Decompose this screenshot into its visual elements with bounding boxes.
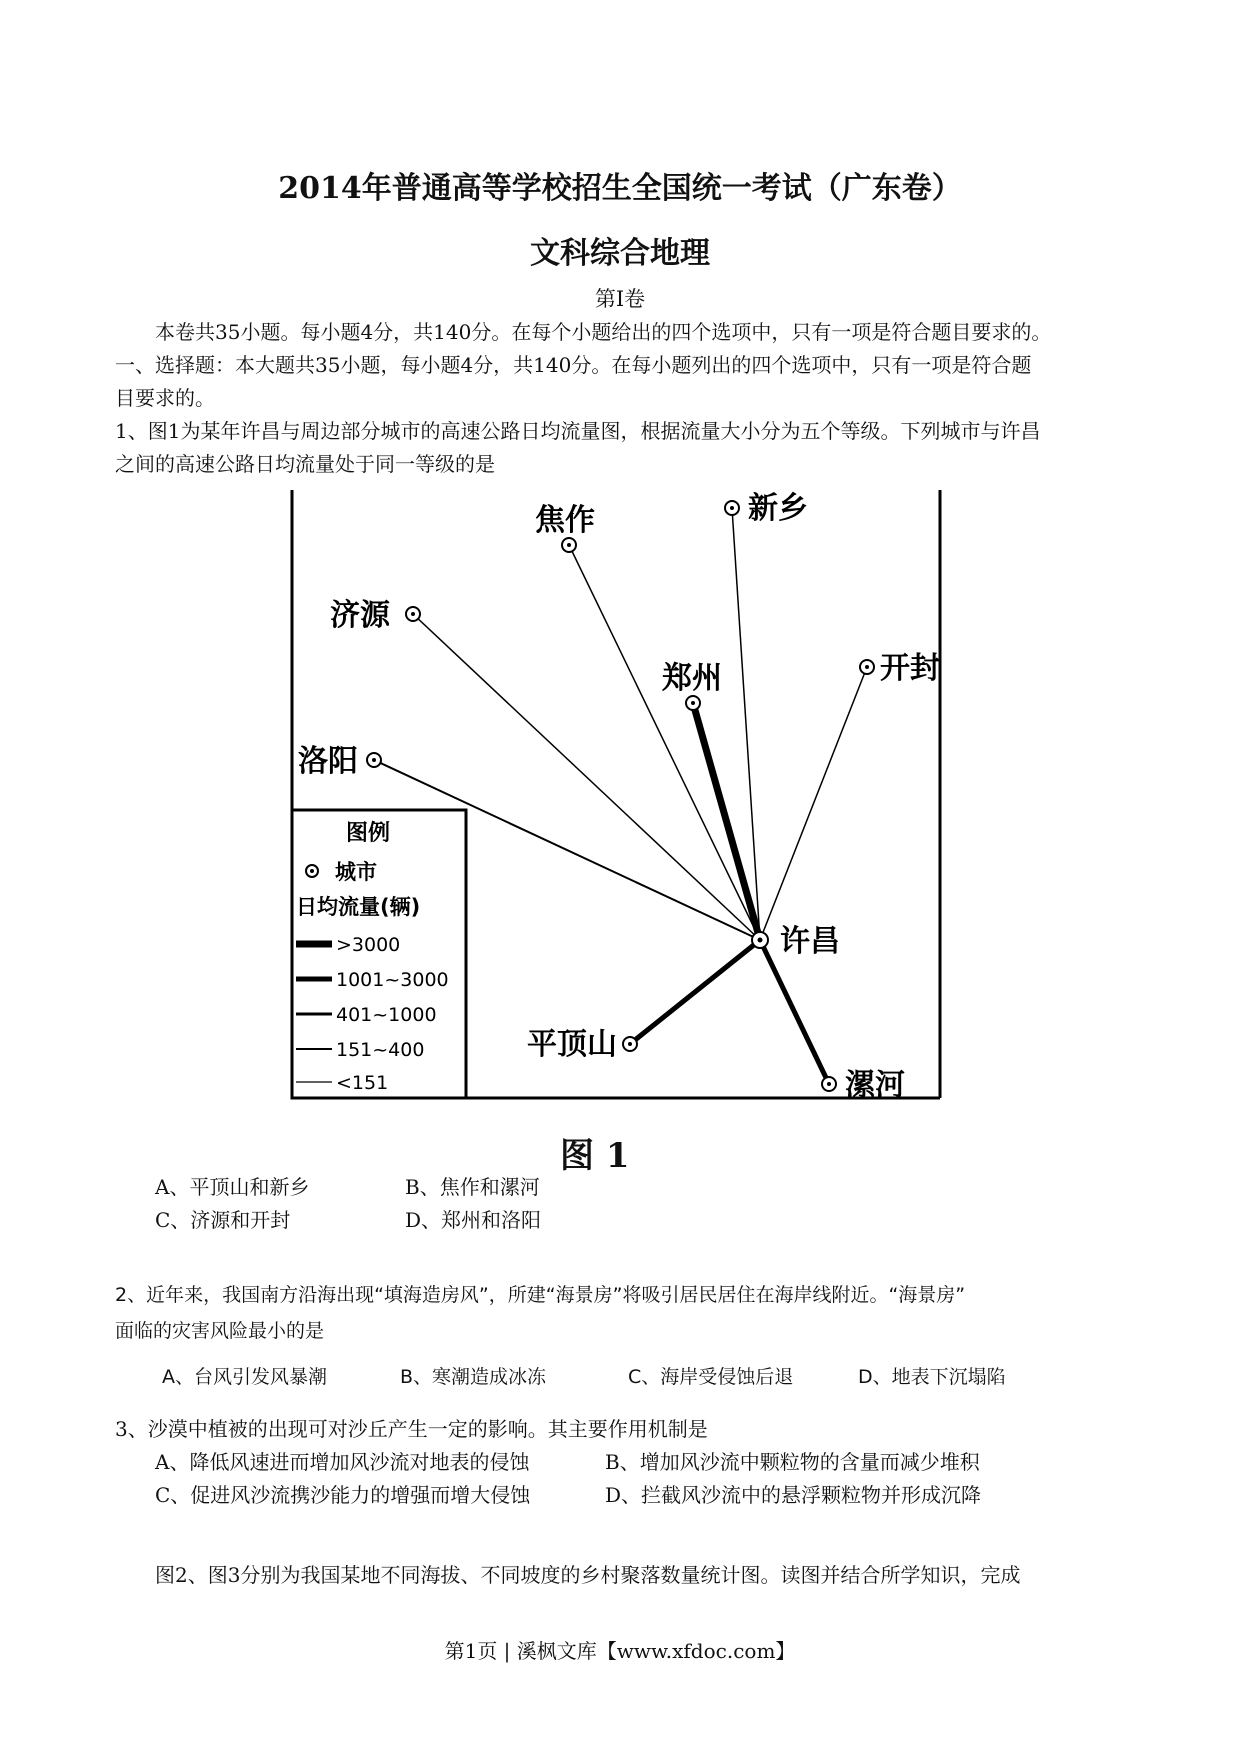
city-label-zhengzhou: 郑州	[662, 661, 722, 696]
section-label: 第Ⅰ卷	[594, 287, 646, 311]
q2-option-d[interactable]: D、地表下沉塌陷	[858, 1366, 1006, 1388]
city-label-xinxiang: 新乡	[748, 491, 808, 526]
q2-option-c[interactable]: C、海岸受侵蚀后退	[628, 1366, 794, 1388]
q3-option-b[interactable]: B、增加风沙流中颗粒物的含量而减少堆积	[605, 1450, 980, 1474]
q3-stem: 3、沙漠中植被的出现可对沙丘产生一定的影响。其主要作用机制是	[115, 1417, 708, 1441]
legend-class-3: 401~1000	[336, 1004, 437, 1026]
q1-option-b[interactable]: B、焦作和漯河	[405, 1175, 540, 1199]
q3-option-d[interactable]: D、拦截风沙流中的悬浮颗粒物并形成沉降	[605, 1483, 982, 1507]
figures-2-3-intro: 图2、图3分别为我国某地不同海拔、不同坡度的乡村聚落数量统计图。读图并结合所学知识，完成	[155, 1563, 1021, 1587]
q3-option-a[interactable]: A、降低风速进而增加风沙流对地表的侵蚀	[155, 1450, 530, 1474]
q1-option-c[interactable]: C、济源和开封	[155, 1208, 291, 1232]
city-label-luohe: 漯河	[845, 1068, 905, 1100]
map-legend	[292, 810, 466, 1098]
figure-1-caption: 图 1	[560, 1136, 630, 1176]
city-label-jiaozuo: 焦作	[535, 503, 595, 538]
city-label-pingdingshan: 平顶山	[527, 1027, 617, 1062]
q1-stem-line-2: 之间的高速公路日均流量处于同一等级的是	[115, 452, 495, 476]
road-kaifeng	[760, 667, 867, 940]
figure-1-map	[290, 488, 944, 1100]
road-jiaozuo	[569, 545, 760, 940]
q2-stem-line-1: 2、近年来，我国南方沿海出现“填海造房风”，所建“海景房”将吸引居民居住在海岸线附近。“海景房”	[115, 1284, 966, 1306]
road-pingdingshan	[630, 940, 760, 1044]
legend-flow-title: 日均流量(辆)	[296, 895, 421, 919]
legend-class-4: 151~400	[336, 1039, 425, 1061]
q1-option-a[interactable]: A、平顶山和新乡	[155, 1175, 310, 1199]
city-label-jiyuan: 济源	[330, 598, 390, 633]
q2-option-b[interactable]: B、寒潮造成冰冻	[400, 1366, 547, 1388]
q2-stem-line-2: 面临的灾害风险最小的是	[115, 1320, 325, 1342]
legend-class-2: 1001~3000	[336, 969, 449, 991]
q1-option-d[interactable]: D、郑州和洛阳	[405, 1208, 542, 1232]
city-label-kaifeng: 开封	[880, 651, 940, 686]
page-footer: 第1页 | 溪枫文库【www.xfdoc.com】	[444, 1639, 796, 1663]
legend-city-label: 城市	[335, 860, 377, 884]
legend-title: 图例	[346, 821, 391, 846]
intro-line-1: 本卷共35小题。每小题4分，共140分。在每个小题给出的四个选项中，只有一项是符合题目要求的。	[155, 320, 1052, 344]
city-label-luoyang: 洛阳	[298, 744, 358, 779]
legend-class-5: <151	[336, 1072, 389, 1094]
road-xinxiang	[732, 508, 760, 940]
subject-title: 文科综合地理	[530, 236, 710, 271]
intro-line-2: 一、选择题：本大题共35小题，每小题4分，共140分。在每小题列出的四个选项中，只有一项是符合题	[115, 353, 1032, 377]
q3-option-c[interactable]: C、促进风沙流携沙能力的增强而增大侵蚀	[155, 1483, 531, 1507]
legend-class-1: >3000	[336, 934, 401, 956]
city-label-xuchang: 许昌	[780, 924, 840, 959]
exam-title: 2014年普通高等学校招生全国统一考试（广东卷）	[278, 171, 962, 206]
q2-option-a[interactable]: A、台风引发风暴潮	[162, 1366, 327, 1388]
intro-line-3: 目要求的。	[115, 386, 215, 410]
road-luohe	[760, 940, 829, 1084]
q1-stem-line-1: 1、图1为某年许昌与周边部分城市的高速公路日均流量图，根据流量大小分为五个等级。下列城市与许昌	[115, 419, 1041, 443]
